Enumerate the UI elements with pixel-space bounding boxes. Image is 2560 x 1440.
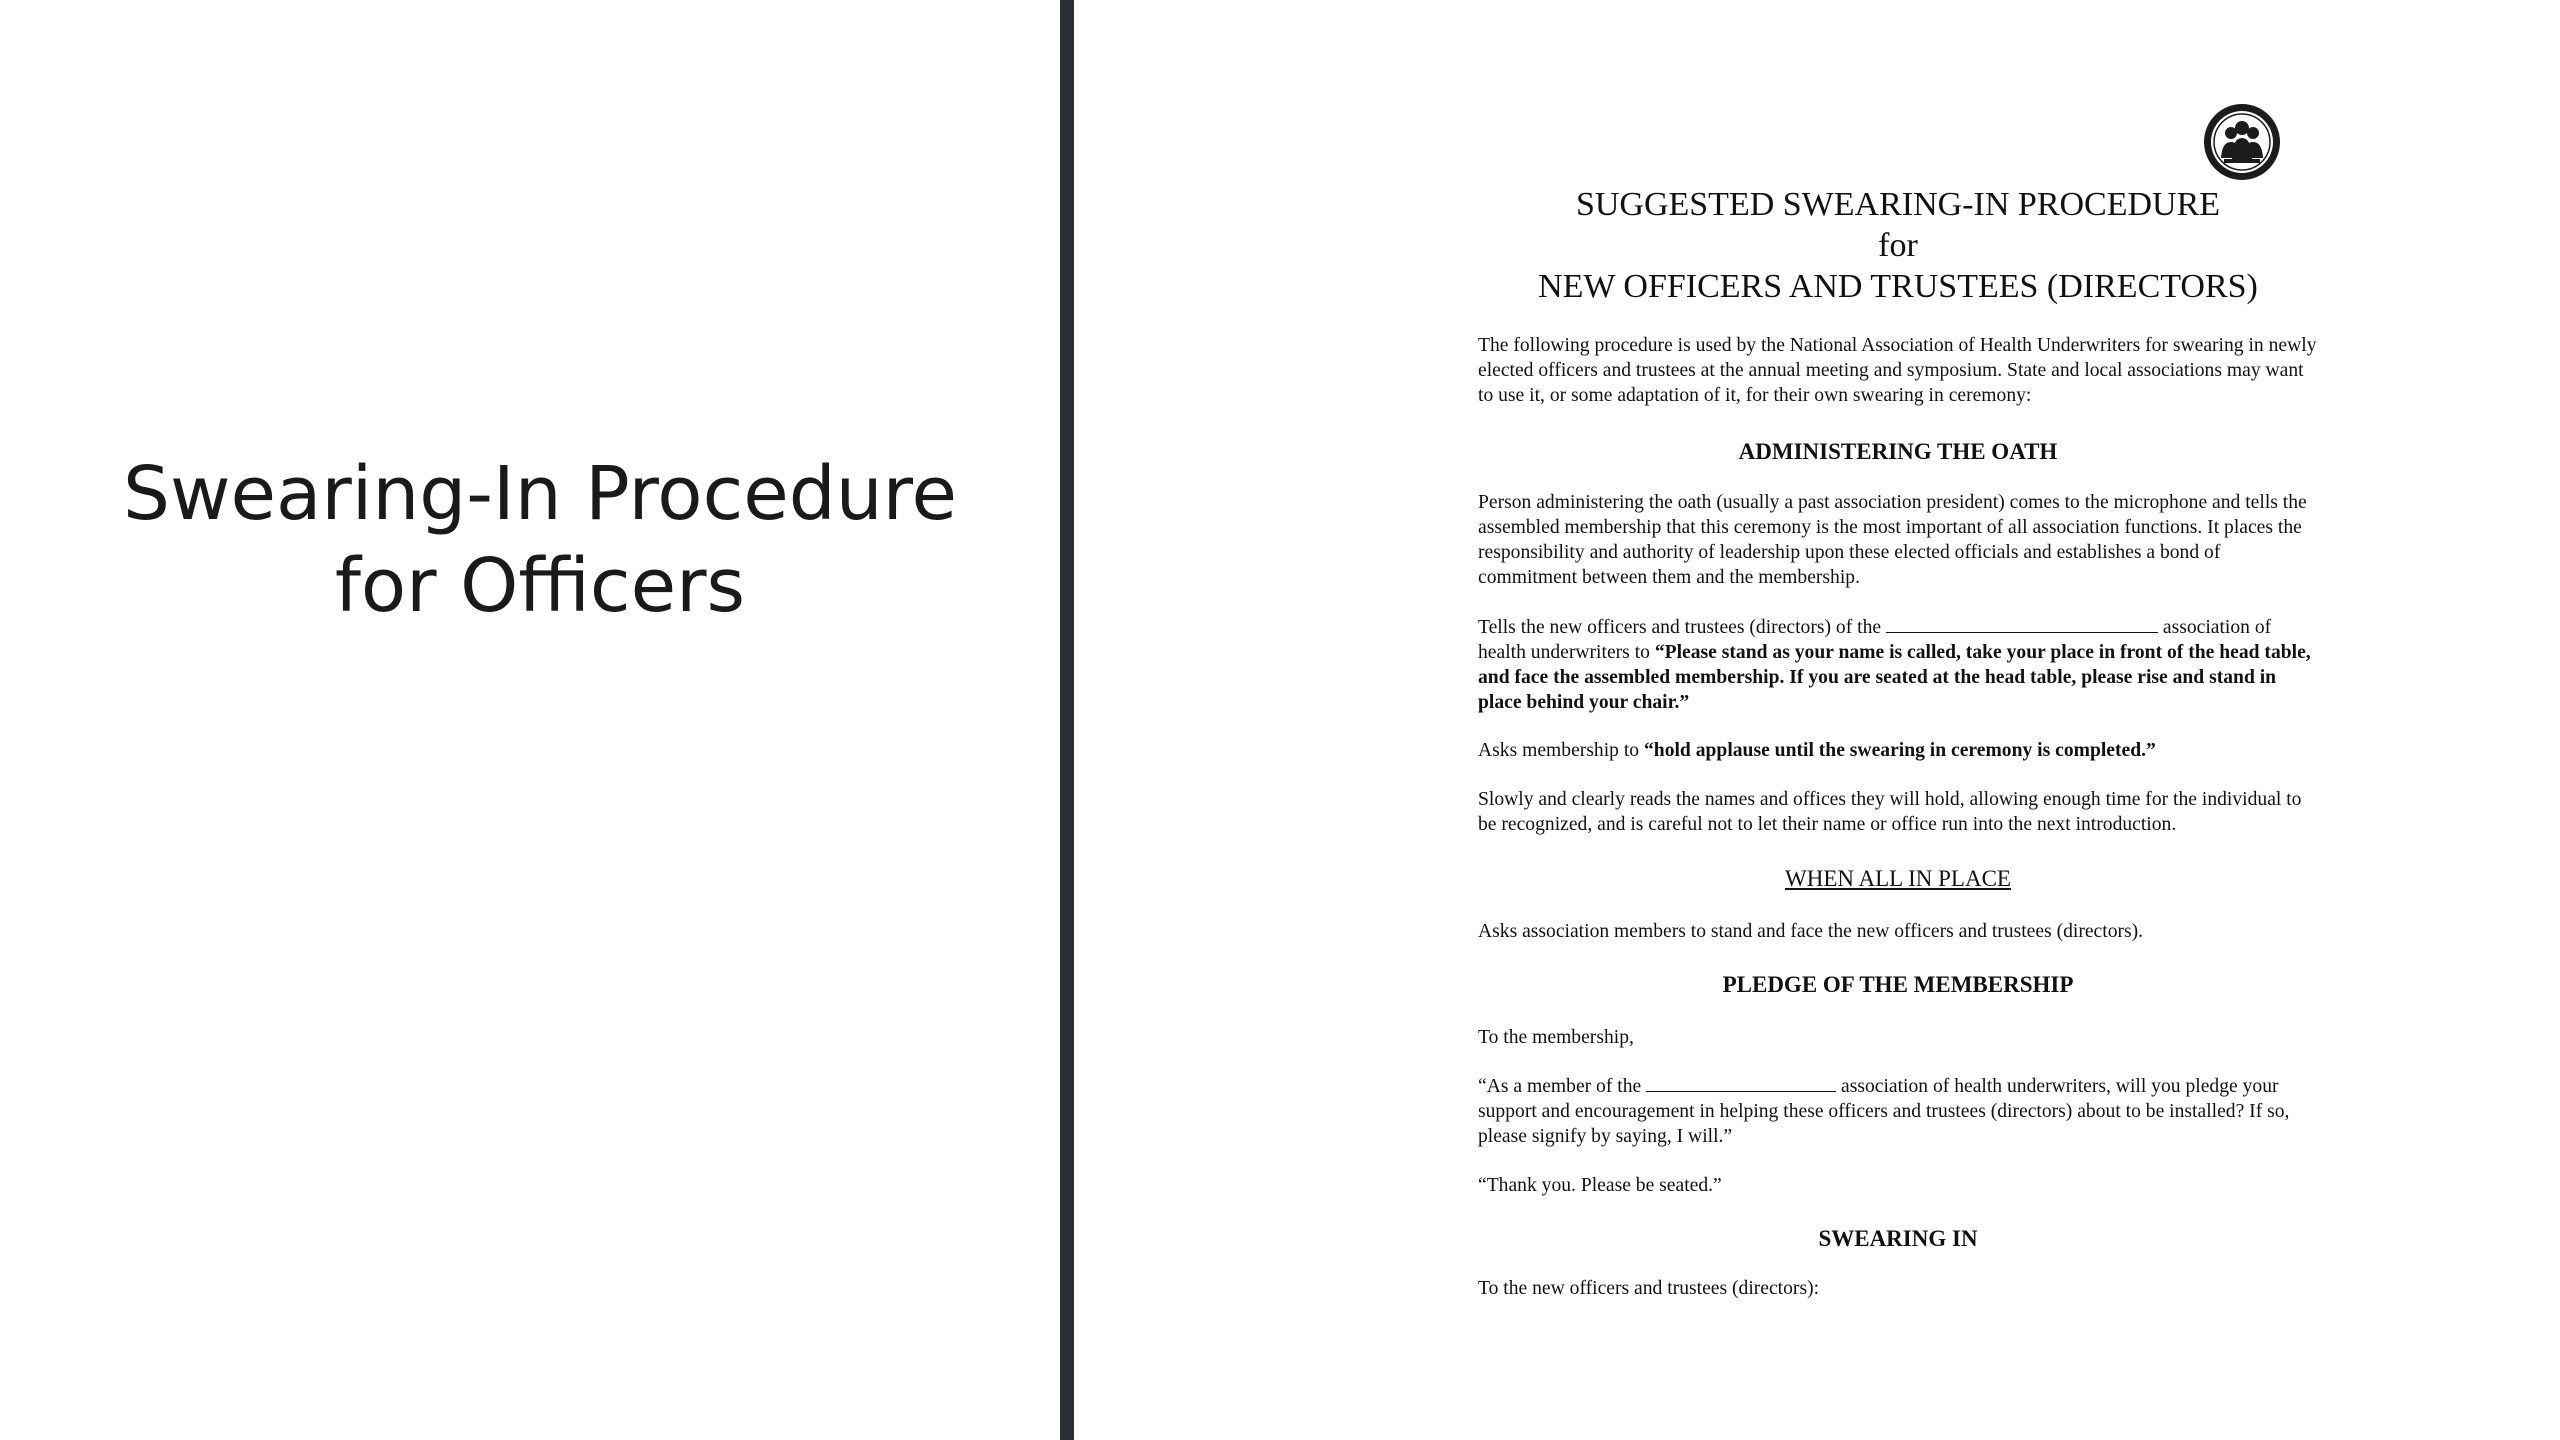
- oath-paragraph-4: Slowly and clearly reads the names and offices they will hold, allowing enough time for the individual to be recognized, and is careful not to let their name or office run into the next introduction.: [1478, 789, 2302, 835]
- document-title-line-2: for: [1878, 227, 1918, 264]
- left-panel: [0, 0, 1060, 1440]
- document-title-line-1: SUGGESTED SWEARING-IN PROCEDURE: [1575, 186, 2221, 223]
- pledge-paragraph-3: “Thank you. Please be seated.”: [1478, 1175, 1722, 1196]
- pledge-paragraph-2: [1478, 1074, 2318, 1149]
- member-association-blank: [1646, 1074, 1836, 1092]
- document-image: [1074, 0, 2560, 1440]
- pledge-paragraph-1: To the membership,: [1478, 1027, 1634, 1048]
- intro-paragraph: The following procedure is used by the National Association of Health Underwriters for swearing in newly elected officers and trustees at the annual meeting and symposium. State and local associations may want to use it, or some adaptation of it, for their own swearing in ceremony:: [1478, 335, 2317, 406]
- oath-paragraph-3-start: Asks membership to: [1478, 740, 1640, 761]
- document-title-line-3: NEW OFFICERS AND TRUSTEES (DIRECTORS): [1538, 268, 2258, 305]
- in-place-paragraph: Asks association members to stand and face the new officers and trustees (directors).: [1478, 921, 2144, 942]
- heading-administering-oath: ADMINISTERING THE OATH: [1738, 439, 2058, 464]
- document-page: [1478, 96, 2318, 1301]
- oath-paragraph-3: [1478, 738, 2318, 763]
- oath-paragraph-2-quote: “Please stand as your name is called, take your place in front of the head table, and face the assembled membership. If you are seated at the head table, please rise and stand in place behind your chair.”: [1478, 642, 2311, 713]
- oath-paragraph-1: Person administering the oath (usually a past association president) comes to the microphone and tells the assembled membership that this ceremony is the most important of all association functions. It places the responsibility and authority of leadership upon these elected officials and establishes a bond of commitment between them and the membership.: [1478, 492, 2307, 588]
- oath-paragraph-2: [1478, 615, 2318, 715]
- oath-paragraph-3-quote: “hold applause until the swearing in ceremony is completed.”: [1644, 740, 2156, 761]
- heading-when-all-in-place: WHEN ALL IN PLACE: [1785, 866, 2011, 891]
- heading-pledge-of-membership: PLEDGE OF THE MEMBERSHIP: [1722, 972, 2074, 997]
- heading-swearing-in: SWEARING IN: [1818, 1226, 1978, 1251]
- association-name-blank: [1886, 615, 2158, 633]
- swearing-paragraph-1: To the new officers and trustees (directors):: [1478, 1278, 1820, 1299]
- oath-paragraph-2-start: Tells the new officers and trustees (directors) of the: [1478, 617, 1882, 638]
- vertical-divider: [1060, 0, 1074, 1440]
- slide-title: Swearing-In Procedure for Officers: [123, 451, 957, 629]
- pledge-paragraph-2-end: association of health underwriters, will you pledge your support and encouragement in helping these officers and trustees (directors) about to be installed? If so, please signify by saying, I will.”: [1478, 1076, 2290, 1147]
- document-title: [1478, 184, 2318, 307]
- pledge-paragraph-2-start: “As a member of the: [1478, 1076, 1642, 1097]
- oath-paragraph-2-mid: association of health underwriters to: [1478, 617, 2272, 663]
